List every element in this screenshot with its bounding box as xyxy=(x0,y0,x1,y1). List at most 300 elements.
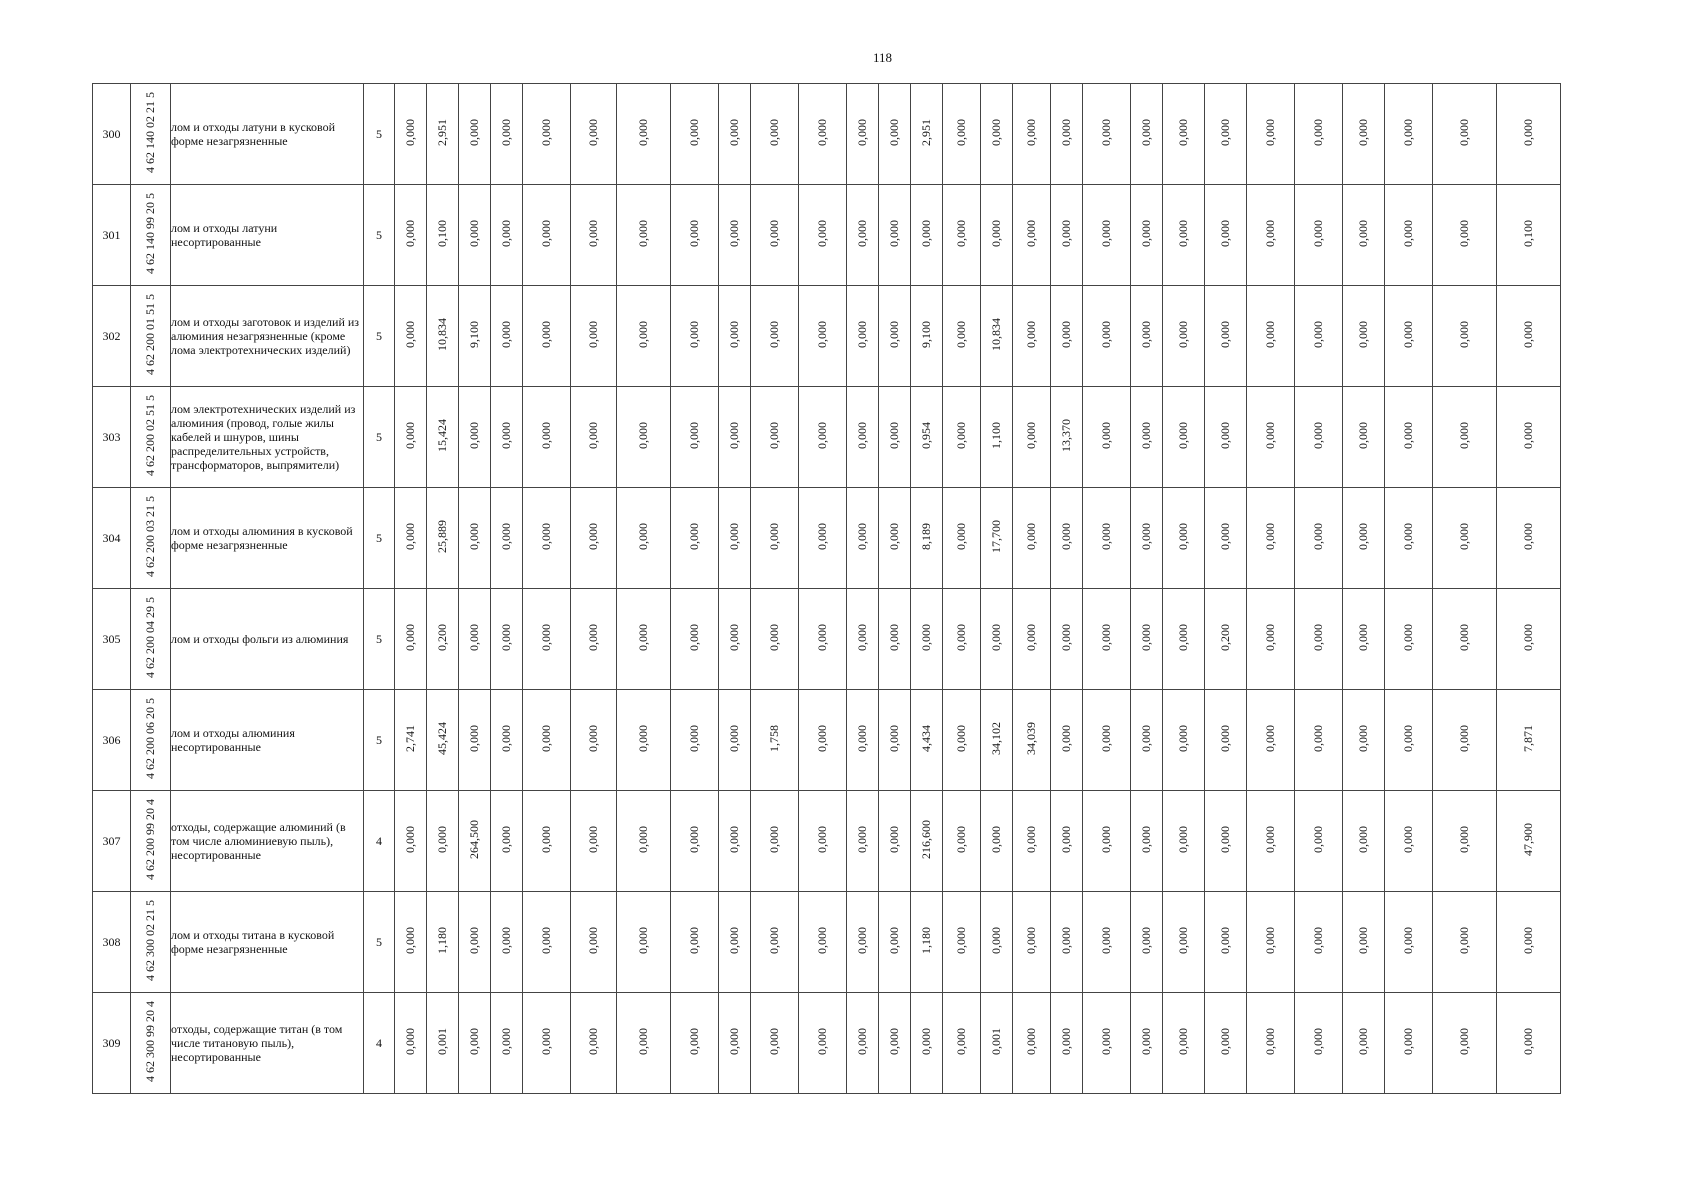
value-cell xyxy=(571,690,617,791)
value-text: 0,000 xyxy=(686,118,701,146)
value-text: 0,000 xyxy=(1138,926,1153,954)
value-text: 0,000 xyxy=(766,825,781,853)
value-text: 0,000 xyxy=(538,1027,553,1055)
value-text: 0,100 xyxy=(1520,219,1535,247)
value-cell xyxy=(751,589,799,690)
value-cell xyxy=(459,791,491,892)
value-cell xyxy=(491,387,523,488)
value-text: 0,000 xyxy=(726,118,741,146)
value-cell xyxy=(1205,488,1247,589)
value-text: 0,000 xyxy=(854,926,869,954)
value-text: 0,000 xyxy=(466,118,481,146)
value-text: 45,424 xyxy=(434,721,449,755)
value-cell xyxy=(1385,488,1433,589)
row-number: 300 xyxy=(93,84,131,185)
value-text: 0,000 xyxy=(1310,825,1325,853)
row-number: 309 xyxy=(93,993,131,1094)
value-cell xyxy=(981,185,1013,286)
value-text: 0,000 xyxy=(498,825,513,853)
value-cell xyxy=(395,791,427,892)
value-cell xyxy=(617,791,671,892)
value-cell xyxy=(981,84,1013,185)
value-cell xyxy=(719,185,751,286)
value-cell xyxy=(751,185,799,286)
value-cell xyxy=(751,84,799,185)
value-text: 0,000 xyxy=(953,118,968,146)
value-cell xyxy=(943,387,981,488)
value-cell xyxy=(427,993,459,1094)
value-text: 0,000 xyxy=(498,623,513,651)
value-cell xyxy=(1295,993,1343,1094)
value-cell xyxy=(395,488,427,589)
value-cell xyxy=(1083,488,1131,589)
value-cell xyxy=(847,690,879,791)
value-cell xyxy=(571,488,617,589)
value-cell xyxy=(847,387,879,488)
value-text: 0,000 xyxy=(1262,421,1277,449)
value-text: 0,000 xyxy=(635,320,650,348)
value-text: 0,000 xyxy=(434,825,449,853)
value-cell xyxy=(1343,690,1385,791)
value-text: 0,000 xyxy=(1520,926,1535,954)
value-text: 0,000 xyxy=(466,926,481,954)
value-cell xyxy=(911,387,943,488)
value-text: 0,000 xyxy=(766,219,781,247)
value-cell xyxy=(751,488,799,589)
row-number: 301 xyxy=(93,185,131,286)
value-text: 0,000 xyxy=(726,522,741,550)
value-cell xyxy=(523,791,571,892)
value-cell xyxy=(427,690,459,791)
value-text: 0,000 xyxy=(1310,219,1325,247)
value-text: 0,000 xyxy=(466,623,481,651)
value-text: 0,000 xyxy=(766,522,781,550)
value-cell xyxy=(1497,690,1561,791)
value-cell xyxy=(1295,690,1343,791)
value-text: 0,000 xyxy=(1310,118,1325,146)
value-cell xyxy=(1013,690,1051,791)
value-cell xyxy=(879,892,911,993)
value-cell xyxy=(943,488,981,589)
value-text: 0,000 xyxy=(766,320,781,348)
value-cell xyxy=(395,589,427,690)
value-text: 0,000 xyxy=(1058,1027,1073,1055)
value-cell xyxy=(1051,185,1083,286)
value-cell xyxy=(1163,993,1205,1094)
row-number: 303 xyxy=(93,387,131,488)
waste-code-cell xyxy=(131,690,171,791)
value-text: 0,000 xyxy=(498,219,513,247)
value-cell xyxy=(879,589,911,690)
value-text: 0,000 xyxy=(1400,1027,1415,1055)
value-text: 0,000 xyxy=(886,219,901,247)
value-cell xyxy=(491,84,523,185)
value-cell xyxy=(1385,993,1433,1094)
value-cell xyxy=(943,892,981,993)
value-cell xyxy=(523,387,571,488)
value-text: 0,000 xyxy=(585,421,600,449)
value-text: 2,951 xyxy=(918,118,933,146)
value-text: 0,200 xyxy=(434,623,449,651)
value-cell xyxy=(427,185,459,286)
value-cell xyxy=(671,993,719,1094)
value-text: 0,000 xyxy=(1456,724,1471,752)
value-text: 10,834 xyxy=(988,317,1003,351)
value-text: 0,000 xyxy=(854,118,869,146)
value-cell xyxy=(1013,488,1051,589)
value-text: 0,000 xyxy=(814,421,829,449)
value-text: 0,000 xyxy=(953,320,968,348)
value-text: 0,000 xyxy=(1098,219,1113,247)
value-text: 0,000 xyxy=(1138,320,1153,348)
value-cell xyxy=(1013,185,1051,286)
value-text: 0,000 xyxy=(1217,118,1232,146)
hazard-class: 5 xyxy=(364,690,395,791)
value-cell xyxy=(395,185,427,286)
value-cell xyxy=(1013,84,1051,185)
value-cell xyxy=(1247,690,1295,791)
value-text: 0,000 xyxy=(814,118,829,146)
value-text: 0,000 xyxy=(854,522,869,550)
value-cell xyxy=(1497,488,1561,589)
value-text: 0,000 xyxy=(1456,623,1471,651)
value-text: 0,000 xyxy=(466,219,481,247)
value-cell xyxy=(799,185,847,286)
value-text: 0,000 xyxy=(726,219,741,247)
value-text: 264,500 xyxy=(466,819,481,859)
value-text: 0,000 xyxy=(585,825,600,853)
value-cell xyxy=(981,286,1013,387)
value-cell xyxy=(671,690,719,791)
value-text: 0,000 xyxy=(1175,219,1190,247)
hazard-class: 5 xyxy=(364,488,395,589)
value-cell xyxy=(1247,185,1295,286)
value-text: 0,000 xyxy=(1456,219,1471,247)
value-text: 0,000 xyxy=(538,219,553,247)
value-cell xyxy=(1433,84,1497,185)
value-cell xyxy=(1051,286,1083,387)
value-text: 0,000 xyxy=(766,1027,781,1055)
table-row xyxy=(93,286,1593,387)
value-cell xyxy=(1295,84,1343,185)
waste-code: 4 62 140 99 20 5 xyxy=(142,192,157,274)
value-cell xyxy=(911,84,943,185)
value-cell xyxy=(943,84,981,185)
value-cell xyxy=(1497,387,1561,488)
value-text: 0,000 xyxy=(953,926,968,954)
value-cell xyxy=(617,185,671,286)
value-cell xyxy=(879,690,911,791)
value-text: 0,000 xyxy=(1520,421,1535,449)
value-cell xyxy=(719,690,751,791)
waste-code: 4 62 140 02 21 5 xyxy=(142,91,157,173)
value-text: 0,000 xyxy=(1138,219,1153,247)
value-cell xyxy=(571,791,617,892)
value-text: 0,000 xyxy=(402,1027,417,1055)
value-text: 0,000 xyxy=(726,623,741,651)
value-text: 0,000 xyxy=(1262,724,1277,752)
value-cell xyxy=(427,791,459,892)
value-text: 8,189 xyxy=(918,522,933,550)
value-text: 0,000 xyxy=(1098,320,1113,348)
value-text: 0,000 xyxy=(1023,219,1038,247)
value-cell xyxy=(1051,84,1083,185)
value-text: 0,000 xyxy=(766,926,781,954)
value-cell xyxy=(719,488,751,589)
value-text: 0,000 xyxy=(402,522,417,550)
value-cell xyxy=(1295,488,1343,589)
value-text: 0,000 xyxy=(1355,724,1370,752)
value-cell xyxy=(617,387,671,488)
waste-code: 4 62 200 02 51 5 xyxy=(142,394,157,476)
value-text: 34,102 xyxy=(988,721,1003,755)
value-text: 0,000 xyxy=(538,522,553,550)
value-cell xyxy=(799,791,847,892)
value-text: 0,000 xyxy=(1520,1027,1535,1055)
value-text: 0,000 xyxy=(988,623,1003,651)
value-text: 0,000 xyxy=(538,825,553,853)
value-cell xyxy=(459,488,491,589)
value-cell xyxy=(1247,84,1295,185)
value-text: 1,758 xyxy=(766,724,781,752)
value-cell xyxy=(1433,185,1497,286)
value-text: 0,000 xyxy=(1310,724,1325,752)
value-cell xyxy=(491,690,523,791)
value-text: 4,434 xyxy=(918,724,933,752)
value-text: 0,000 xyxy=(854,320,869,348)
value-text: 0,000 xyxy=(1456,926,1471,954)
value-cell xyxy=(1343,589,1385,690)
value-text: 0,000 xyxy=(1400,320,1415,348)
value-text: 0,000 xyxy=(953,219,968,247)
value-cell xyxy=(1247,387,1295,488)
value-cell xyxy=(427,286,459,387)
value-cell xyxy=(1497,589,1561,690)
value-text: 0,000 xyxy=(1355,926,1370,954)
value-text: 0,000 xyxy=(854,1027,869,1055)
waste-name: лом и отходы фольги из алюминия xyxy=(171,589,364,690)
value-text: 0,000 xyxy=(1098,825,1113,853)
value-text: 0,000 xyxy=(585,1027,600,1055)
row-number: 308 xyxy=(93,892,131,993)
value-text: 0,000 xyxy=(1355,522,1370,550)
value-text: 0,000 xyxy=(1138,1027,1153,1055)
value-cell xyxy=(1131,185,1163,286)
value-text: 0,000 xyxy=(1400,724,1415,752)
value-text: 0,000 xyxy=(1262,320,1277,348)
value-text: 0,000 xyxy=(1217,926,1232,954)
value-cell xyxy=(799,488,847,589)
value-cell xyxy=(943,286,981,387)
value-cell xyxy=(1247,993,1295,1094)
value-cell xyxy=(1497,791,1561,892)
value-cell xyxy=(459,690,491,791)
value-text: 0,000 xyxy=(402,320,417,348)
value-text: 0,000 xyxy=(886,118,901,146)
value-cell xyxy=(1295,185,1343,286)
value-text: 0,000 xyxy=(585,219,600,247)
waste-name: отходы, содержащие алюминий (в том числе алюминиевую пыль), несортированные xyxy=(171,791,364,892)
value-cell xyxy=(981,791,1013,892)
value-text: 216,600 xyxy=(918,819,933,859)
value-text: 0,000 xyxy=(1400,825,1415,853)
value-text: 0,000 xyxy=(466,421,481,449)
value-text: 0,200 xyxy=(1217,623,1232,651)
value-cell xyxy=(427,387,459,488)
value-text: 0,000 xyxy=(1023,421,1038,449)
value-text: 0,000 xyxy=(1058,623,1073,651)
value-cell xyxy=(1163,286,1205,387)
row-number: 307 xyxy=(93,791,131,892)
value-text: 0,000 xyxy=(1175,421,1190,449)
value-text: 1,180 xyxy=(918,926,933,954)
value-text: 0,000 xyxy=(766,118,781,146)
value-cell xyxy=(1131,84,1163,185)
value-cell xyxy=(671,589,719,690)
value-cell xyxy=(1051,488,1083,589)
value-text: 0,000 xyxy=(635,623,650,651)
value-cell xyxy=(1497,993,1561,1094)
value-text: 0,000 xyxy=(498,1027,513,1055)
value-cell xyxy=(395,892,427,993)
value-text: 0,000 xyxy=(726,825,741,853)
waste-code-cell xyxy=(131,488,171,589)
value-text: 0,000 xyxy=(1217,724,1232,752)
value-cell xyxy=(1433,690,1497,791)
value-text: 0,000 xyxy=(953,522,968,550)
value-cell xyxy=(523,993,571,1094)
value-cell xyxy=(719,791,751,892)
value-cell xyxy=(1013,993,1051,1094)
value-text: 0,000 xyxy=(1175,1027,1190,1055)
value-cell xyxy=(1205,993,1247,1094)
value-text: 0,000 xyxy=(1400,219,1415,247)
value-cell xyxy=(1051,791,1083,892)
value-cell xyxy=(1295,791,1343,892)
value-text: 0,000 xyxy=(1138,118,1153,146)
value-cell xyxy=(1343,185,1385,286)
value-cell xyxy=(1385,84,1433,185)
value-cell xyxy=(981,387,1013,488)
value-text: 0,000 xyxy=(1310,1027,1325,1055)
row-number: 304 xyxy=(93,488,131,589)
value-text: 0,000 xyxy=(814,219,829,247)
value-text: 0,100 xyxy=(434,219,449,247)
value-cell xyxy=(395,286,427,387)
value-text: 0,000 xyxy=(1355,320,1370,348)
value-text: 0,000 xyxy=(498,724,513,752)
value-cell xyxy=(847,993,879,1094)
value-text: 0,000 xyxy=(886,1027,901,1055)
value-text: 0,000 xyxy=(726,1027,741,1055)
value-cell xyxy=(847,589,879,690)
value-text: 0,000 xyxy=(854,825,869,853)
table-row xyxy=(93,791,1593,892)
value-cell xyxy=(523,185,571,286)
value-cell xyxy=(981,589,1013,690)
value-text: 0,000 xyxy=(886,421,901,449)
value-text: 0,000 xyxy=(918,1027,933,1055)
value-text: 0,000 xyxy=(1310,926,1325,954)
value-cell xyxy=(491,286,523,387)
value-cell xyxy=(671,791,719,892)
value-text: 34,039 xyxy=(1023,721,1038,755)
value-cell xyxy=(719,84,751,185)
value-cell xyxy=(571,993,617,1094)
value-text: 0,000 xyxy=(538,926,553,954)
value-text: 0,000 xyxy=(766,623,781,651)
value-cell xyxy=(1163,791,1205,892)
value-cell xyxy=(523,488,571,589)
value-text: 0,000 xyxy=(1138,825,1153,853)
value-cell xyxy=(617,286,671,387)
value-cell xyxy=(1083,185,1131,286)
value-text: 0,000 xyxy=(686,623,701,651)
value-cell xyxy=(719,286,751,387)
value-text: 0,000 xyxy=(1456,1027,1471,1055)
value-text: 0,000 xyxy=(686,724,701,752)
value-cell xyxy=(1343,488,1385,589)
value-cell xyxy=(1497,286,1561,387)
value-text: 0,000 xyxy=(1098,724,1113,752)
value-text: 0,954 xyxy=(918,421,933,449)
value-cell xyxy=(427,892,459,993)
value-cell xyxy=(911,690,943,791)
waste-table xyxy=(92,83,1593,1094)
value-text: 0,000 xyxy=(466,1027,481,1055)
value-text: 0,000 xyxy=(686,219,701,247)
row-number: 306 xyxy=(93,690,131,791)
value-cell xyxy=(1433,993,1497,1094)
waste-code-cell xyxy=(131,84,171,185)
value-text: 0,000 xyxy=(585,724,600,752)
value-cell xyxy=(751,286,799,387)
value-text: 0,000 xyxy=(726,421,741,449)
value-cell xyxy=(491,589,523,690)
value-cell xyxy=(617,993,671,1094)
value-text: 0,000 xyxy=(686,522,701,550)
value-text: 0,000 xyxy=(1520,623,1535,651)
value-text: 0,000 xyxy=(953,825,968,853)
value-text: 0,000 xyxy=(402,825,417,853)
value-text: 0,000 xyxy=(886,320,901,348)
table-row xyxy=(93,387,1593,488)
value-text: 0,000 xyxy=(1217,522,1232,550)
value-text: 0,000 xyxy=(686,320,701,348)
value-cell xyxy=(1433,286,1497,387)
value-cell xyxy=(459,286,491,387)
value-cell xyxy=(1131,993,1163,1094)
value-cell xyxy=(491,791,523,892)
value-cell xyxy=(395,690,427,791)
value-cell xyxy=(459,185,491,286)
value-cell xyxy=(491,993,523,1094)
value-cell xyxy=(911,185,943,286)
waste-name: лом и отходы алюминия несортированные xyxy=(171,690,364,791)
value-cell xyxy=(1051,690,1083,791)
value-text: 0,000 xyxy=(635,1027,650,1055)
waste-name: лом и отходы заготовок и изделий из алюминия незагрязненные (кроме лома электротехнических изделий) xyxy=(171,286,364,387)
value-text: 0,000 xyxy=(886,926,901,954)
value-cell xyxy=(1247,589,1295,690)
value-cell xyxy=(751,791,799,892)
value-text: 0,000 xyxy=(402,118,417,146)
value-cell xyxy=(799,286,847,387)
value-cell xyxy=(1131,690,1163,791)
value-cell xyxy=(1385,387,1433,488)
value-cell xyxy=(571,185,617,286)
value-cell xyxy=(1083,286,1131,387)
